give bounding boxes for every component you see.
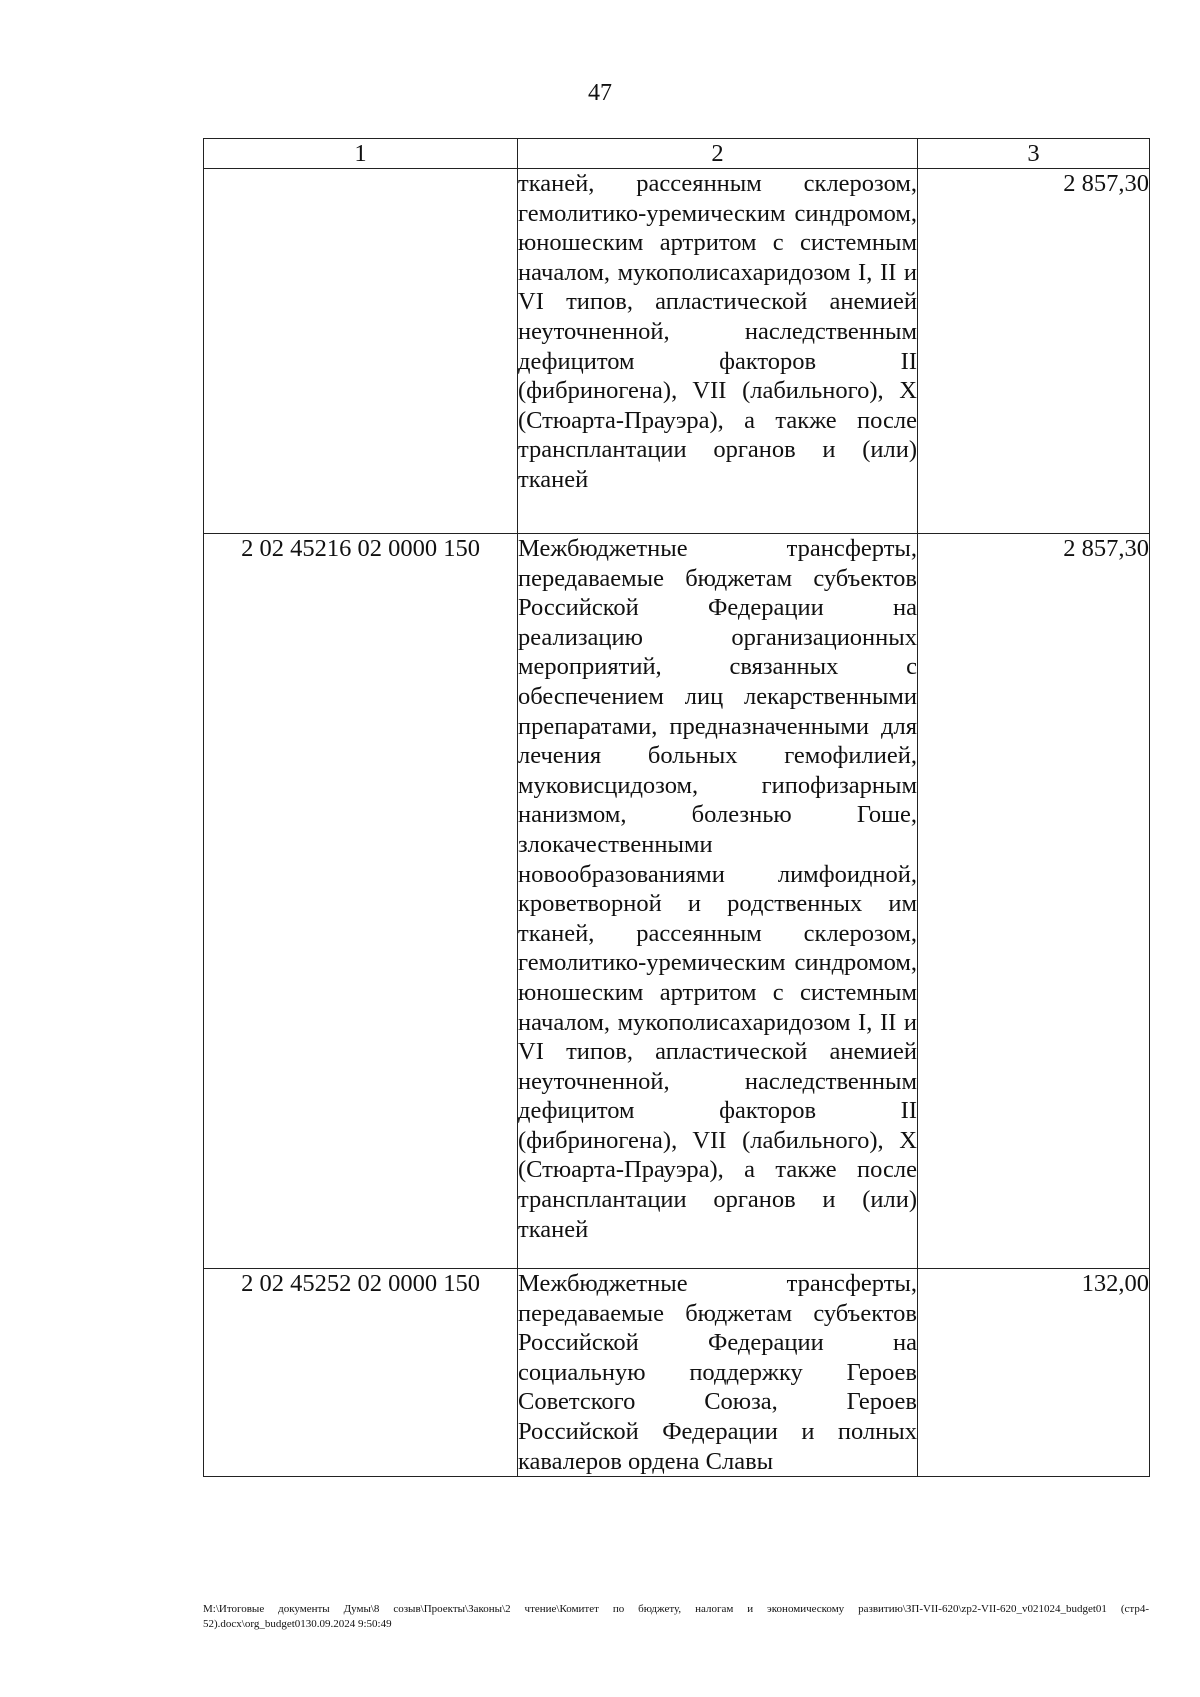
table-row	[204, 534, 1150, 1269]
table-row	[204, 1269, 1150, 1477]
income-description: тканей, рассеянным склерозом, гемолитико-уремическим синдромом, юношеским артритом с системным началом, мукополисахаридозом I, II и VI типов, апластической анемией неуточненной, наследственным дефицитом факторов II (фибриногена), VII (лабильного), X (Стюарта-Прауэра), а также после трансплантации органов и (или) тканей	[518, 169, 918, 534]
amount-value: 2 857,30	[918, 534, 1150, 1269]
amount-value: 132,00	[918, 1269, 1150, 1477]
column-header-1: 1	[204, 139, 518, 169]
classification-code: 2 02 45216 02 0000 150	[204, 534, 518, 1269]
column-header-3: 3	[918, 139, 1150, 169]
column-header-2: 2	[518, 139, 918, 169]
table-row	[204, 169, 1150, 534]
income-description: Межбюджетные трансферты, передаваемые бюджетам субъектов Российской Федерации на социальную поддержку Героев Советского Союза, Героев Российской Федерации и полных кавалеров ордена Славы	[518, 1269, 918, 1477]
table-header-row	[204, 139, 1150, 169]
page-number: 47	[588, 80, 612, 106]
amount-value: 2 857,30	[918, 169, 1150, 534]
classification-code: 2 02 45252 02 0000 150	[204, 1269, 518, 1477]
budget-table	[203, 138, 1150, 1477]
classification-code	[204, 169, 518, 534]
income-description: Межбюджетные трансферты, передаваемые бюджетам субъектов Российской Федерации на реализацию организационных мероприятий, связанных с обеспечением лиц лекарственными препаратами, предназначенными для лечения больных гемофилией, муковисцидозом, гипофизарным нанизмом, болезнью Гоше, злокачественными новообразованиями лимфоидной, кроветворной и родственных им тканей, рассеянным склерозом, гемолитико-уремическим синдромом, юношеским артритом с системным началом, мукополисахаридозом I, II и VI типов, апластической анемией неуточненной, наследственным дефицитом факторов II (фибриногена), VII (лабильного), X (Стюарта-Прауэра), а также после трансплантации органов и (или) тканей	[518, 534, 918, 1269]
file-path-footer: М:\Итоговые документы Думы\8 созыв\Проекты\Законы\2 чтение\Комитет по бюджету, налогам и экономическому развитию\ЗП-VII-620\zp2-VII-620_v021024_budget01 (стр4-52).docx\org_budget0130.09.2024 9:50:49	[203, 1603, 1149, 1630]
